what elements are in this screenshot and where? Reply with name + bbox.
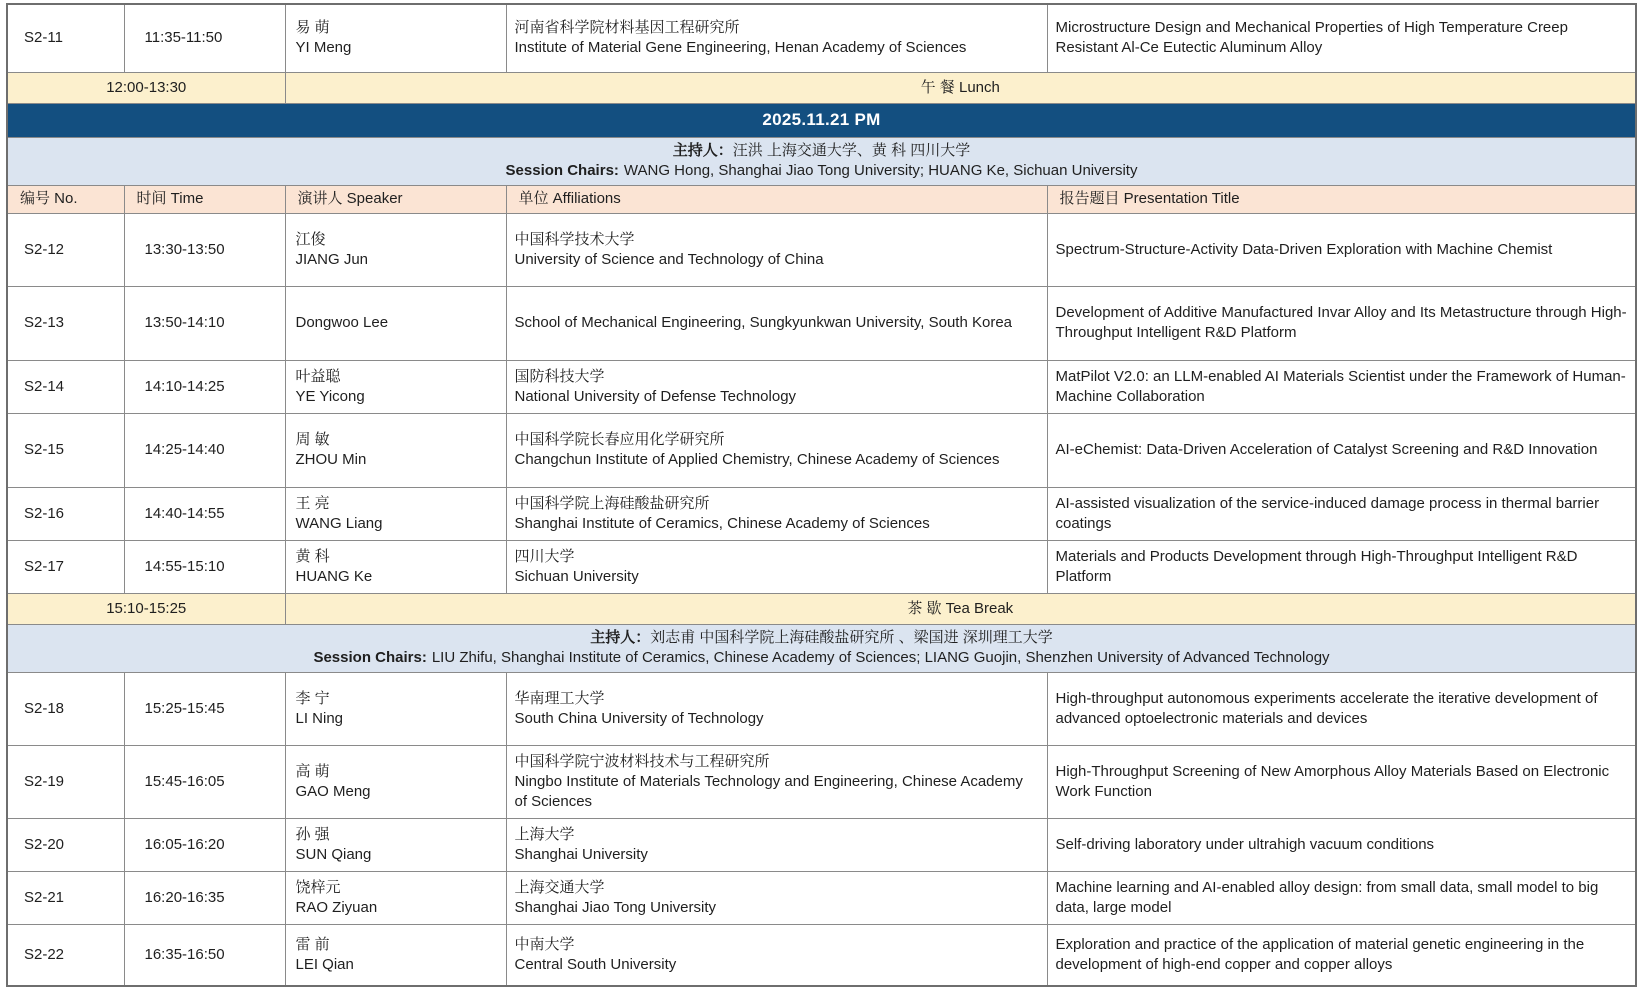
talk-title: Spectrum-Structure-Activity Data-Driven Exploration with Machine Chemist [1047,213,1636,286]
talk-affiliation [506,413,1047,487]
speaker-name-en: LI Ning [295,709,344,727]
chairs-names-cn: 汪洪 上海交通大学、黄 科 四川大学 [732,142,971,159]
affiliation-cn: 河南省科学院材料基因工程研究所 [514,19,740,37]
column-header-title: 报告题目 Presentation Title [1047,185,1636,213]
chairs-line-cn [16,628,1627,648]
column-header-time: 时间 Time [124,185,285,213]
affiliation-en: Shanghai Jiao Tong University [514,898,717,916]
column-header-row [7,185,1636,213]
speaker-name-en: JIANG Jun [295,250,369,268]
schedule-row [7,360,1636,413]
chairs-label-en: Session Chairs: [313,649,427,666]
talk-speaker [285,487,506,540]
talk-title: Exploration and practice of the application of material genetic engineering in the development of high-end copper and copper alloys [1047,924,1636,986]
affiliation-cn: 中国科学院上海硅酸盐研究所 [514,494,710,512]
speaker-name-en: LEI Qian [295,955,354,973]
affiliation-en: Ningbo Institute of Materials Technology and Engineering, Chinese Academy of Sciences [514,772,1023,810]
talk-time: 14:25-14:40 [124,413,285,487]
chairs-names-en: WANG Hong, Shanghai Jiao Tong University; HUANG Ke, Sichuan University [623,162,1138,179]
affiliation-en: Shanghai University [514,845,648,863]
speaker-name-en: HUANG Ke [295,567,373,585]
session-chairs-cell [7,137,1636,185]
speaker-name-en: ZHOU Min [295,451,367,468]
talk-no: S2-13 [7,286,124,360]
talk-no: S2-18 [7,672,124,745]
talk-time: 13:50-14:10 [124,286,285,360]
affiliation-en: South China University of Technology [514,709,764,727]
affiliation-cn: 上海大学 [514,825,575,843]
talk-no: S2-19 [7,745,124,818]
talk-speaker [285,413,506,487]
talk-speaker [285,818,506,871]
talk-affiliation [506,286,1047,360]
session-chairs-cell [7,624,1636,672]
talk-time: 16:20-16:35 [124,871,285,924]
speaker-name-en: GAO Meng [295,782,371,800]
talk-title: High-throughput autonomous experiments accelerate the iterative development of advanced optoelectronic materials and devices [1047,672,1636,745]
talk-no: S2-15 [7,413,124,487]
talk-affiliation [506,4,1047,72]
chairs-line-en [16,161,1627,181]
speaker-name-cn: 高 萌 [295,762,330,780]
schedule-row [7,413,1636,487]
talk-no: S2-22 [7,924,124,986]
speaker-name-cn: 黄 科 [295,547,330,565]
schedule-row [7,213,1636,286]
talk-time: 15:45-16:05 [124,745,285,818]
talk-time: 11:35-11:50 [124,4,285,72]
affiliation-en: Sichuan University [514,567,639,585]
talk-title: Machine learning and AI-enabled alloy design: from small data, small model to big data, large model [1047,871,1636,924]
break-row [7,72,1636,103]
talk-affiliation [506,487,1047,540]
chairs-names-en: LIU Zhifu, Shanghai Institute of Ceramics, Chinese Academy of Sciences; LIANG Guojin, Shenzhen University of Advanced Technology [431,649,1330,666]
talk-affiliation [506,672,1047,745]
break-row [7,593,1636,624]
talk-affiliation [506,818,1047,871]
speaker-name-en: YI Meng [295,39,352,57]
talk-time: 14:10-14:25 [124,360,285,413]
talk-title: High-Throughput Screening of New Amorphous Alloy Materials Based on Electronic Work Function [1047,745,1636,818]
talk-speaker [285,540,506,593]
affiliation-cn: 中国科学院长春应用化学研究所 [514,431,725,448]
speaker-name-cn: 饶梓元 [295,878,341,896]
schedule-row [7,924,1636,986]
affiliation-cn: 中国科学技术大学 [514,230,635,248]
schedule-row [7,672,1636,745]
talk-no: S2-17 [7,540,124,593]
speaker-name-en: SUN Qiang [295,845,372,863]
schedule-row [7,487,1636,540]
break-time: 12:00-13:30 [7,72,285,103]
talk-speaker [285,672,506,745]
speaker-name-cn: 李 宁 [295,689,330,707]
speaker-name-cn: 周 敏 [295,431,330,448]
session-chairs-row [7,137,1636,185]
talk-no: S2-14 [7,360,124,413]
talk-speaker [285,924,506,986]
affiliation-en: School of Mechanical Engineering, Sungkyunkwan University, South Korea [514,314,1013,331]
talk-affiliation [506,213,1047,286]
affiliation-en: Central South University [514,955,677,973]
session-date-row [7,103,1636,137]
talk-title: Materials and Products Development through High-Throughput Intelligent R&D Platform [1047,540,1636,593]
affiliation-cn: 上海交通大学 [514,878,605,896]
talk-no: S2-11 [7,4,124,72]
chairs-names-cn: 刘志甫 中国科学院上海硅酸盐研究所 、梁国进 深圳理工大学 [650,629,1053,646]
affiliation-cn: 中国科学院宁波材料技术与工程研究所 [514,752,770,770]
affiliation-cn: 国防科技大学 [514,367,605,385]
speaker-name-cn: 江俊 [295,230,326,248]
break-time: 15:10-15:25 [7,593,285,624]
talk-title: Microstructure Design and Mechanical Properties of High Temperature Creep Resistant Al-Ce Eutectic Aluminum Alloy [1047,4,1636,72]
column-header-affiliation: 单位 Affiliations [506,185,1047,213]
talk-affiliation [506,871,1047,924]
talk-speaker [285,213,506,286]
talk-affiliation [506,924,1047,986]
talk-no: S2-20 [7,818,124,871]
session-chairs-row [7,624,1636,672]
talk-no: S2-21 [7,871,124,924]
column-header-no: 编号 No. [7,185,124,213]
speaker-name-cn: 王 亮 [295,494,330,512]
talk-affiliation [506,540,1047,593]
schedule-row [7,871,1636,924]
affiliation-cn: 四川大学 [514,547,575,565]
speaker-name-en: Dongwoo Lee [295,314,389,331]
speaker-name-en: WANG Liang [295,514,383,532]
talk-time: 13:30-13:50 [124,213,285,286]
chairs-label-en: Session Chairs: [505,162,619,179]
affiliation-cn: 华南理工大学 [514,689,605,707]
talk-no: S2-16 [7,487,124,540]
schedule-row [7,286,1636,360]
break-label: 午 餐 Lunch [285,72,1636,103]
speaker-name-en: YE Yicong [295,387,365,405]
talk-title: AI-assisted visualization of the service-induced damage process in thermal barrier coatings [1047,487,1636,540]
affiliation-en: Shanghai Institute of Ceramics, Chinese Academy of Sciences [514,514,930,532]
chairs-label-cn: 主持人： [590,629,651,646]
affiliation-cn: 中南大学 [514,935,575,953]
talk-time: 15:25-15:45 [124,672,285,745]
column-header-speaker: 演讲人 Speaker [285,185,506,213]
talk-speaker [285,871,506,924]
affiliation-en: University of Science and Technology of China [514,250,824,268]
talk-title: AI-eChemist: Data-Driven Acceleration of Catalyst Screening and R&D Innovation [1047,413,1636,487]
talk-time: 16:05-16:20 [124,818,285,871]
affiliation-en: Changchun Institute of Applied Chemistry, Chinese Academy of Sciences [514,451,1000,468]
schedule-row [7,745,1636,818]
speaker-name-cn: 雷 前 [295,935,330,953]
schedule-row [7,4,1636,72]
speaker-name-cn: 易 萌 [295,19,330,37]
chairs-line-en [16,648,1627,668]
speaker-name-en: RAO Ziyuan [295,898,378,916]
talk-time: 14:55-15:10 [124,540,285,593]
session-date-label: 2025.11.21 PM [7,103,1636,137]
talk-speaker [285,286,506,360]
talk-title: MatPilot V2.0: an LLM-enabled AI Materials Scientist under the Framework of Human-Machine Collaboration [1047,360,1636,413]
talk-speaker [285,360,506,413]
speaker-name-cn: 孙 强 [295,825,330,843]
talk-speaker [285,4,506,72]
break-label: 茶 歇 Tea Break [285,593,1636,624]
talk-time: 14:40-14:55 [124,487,285,540]
talk-affiliation [506,360,1047,413]
talk-title: Self-driving laboratory under ultrahigh vacuum conditions [1047,818,1636,871]
talk-speaker [285,745,506,818]
talk-affiliation [506,745,1047,818]
schedule-row [7,818,1636,871]
speaker-name-cn: 叶益聪 [295,367,341,385]
chairs-label-cn: 主持人： [672,142,733,159]
affiliation-en: National University of Defense Technology [514,387,797,405]
schedule-row [7,540,1636,593]
affiliation-en: Institute of Material Gene Engineering, Henan Academy of Sciences [514,39,967,57]
talk-no: S2-12 [7,213,124,286]
session-schedule-table [6,3,1637,987]
talk-time: 16:35-16:50 [124,924,285,986]
talk-title: Development of Additive Manufactured Invar Alloy and Its Metastructure through High-Throughput Intelligent R&D Platform [1047,286,1636,360]
chairs-line-cn [16,141,1627,161]
